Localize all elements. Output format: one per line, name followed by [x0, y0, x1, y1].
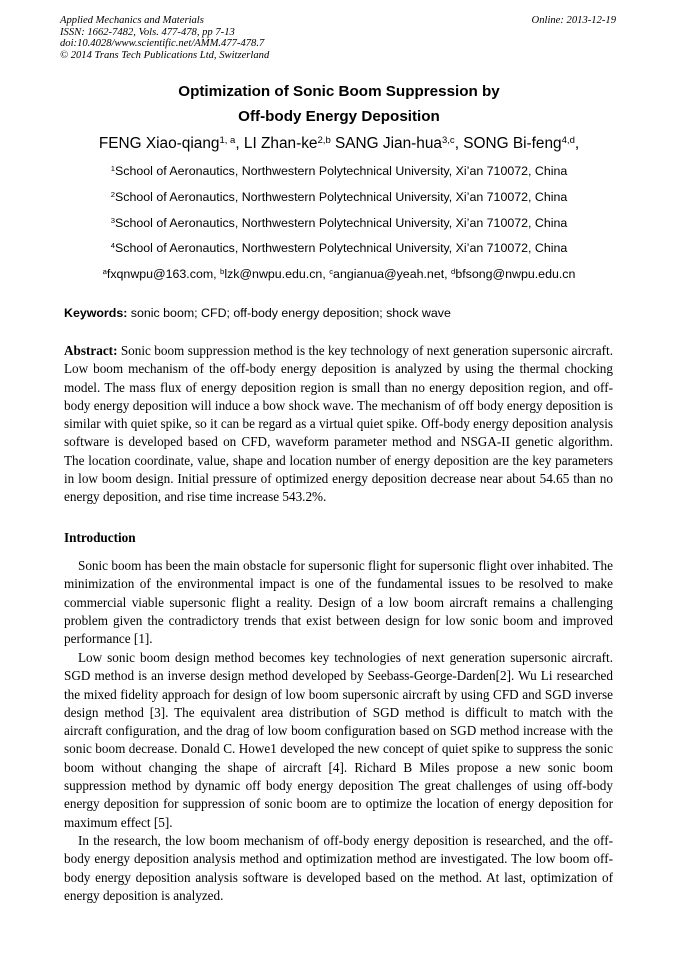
online-date: Online: 2013-12-19	[531, 15, 616, 26]
author-affil: 3,c	[441, 134, 455, 146]
author-affil: 2,b	[317, 134, 331, 146]
email-link[interactable]: bfsong@nwpu.edu.cn	[455, 267, 576, 281]
journal-doi: doi:10.4028/www.scientific.net/AMM.477-478.7	[60, 38, 265, 50]
email-marker: d	[451, 266, 456, 276]
keywords-text: sonic boom; CFD; off-body energy deposition; shock wave	[127, 306, 451, 320]
affiliation-num: 3	[110, 215, 115, 225]
intro-paragraph-3: In the research, the low boom mechanism of off-body energy deposition is researched, and the off-body energy deposition analysis method and optimization method are investigated. The low boom off-body energy deposition analysis software is developed based on the method. At last, optimization of energy deposition is analyzed.	[64, 833, 613, 903]
author-name: FENG Xiao-qiang	[98, 135, 220, 152]
email-marker: c	[329, 266, 334, 276]
author-affil: 1, a	[219, 134, 236, 146]
author-list	[0, 135, 678, 153]
affiliation-3	[0, 216, 678, 230]
keywords-label: Keywords:	[64, 306, 128, 320]
journal-name: Applied Mechanics and Materials	[60, 15, 204, 26]
affiliation-4	[0, 241, 678, 255]
author-sep: ,	[235, 135, 244, 152]
author-name: SONG Bi-feng	[463, 135, 562, 152]
journal-issn: ISSN: 1662-7482, Vols. 477-478, pp 7-13	[60, 26, 235, 38]
author-emails	[0, 267, 678, 281]
paper-title-line-2: Off-body Energy Deposition	[238, 108, 440, 125]
keywords	[64, 306, 451, 320]
abstract-label: Abstract:	[64, 343, 118, 358]
author-name: LI Zhan-ke	[243, 135, 318, 152]
affiliation-1	[0, 164, 678, 178]
email-link[interactable]: fxqnwpu@163.com,	[106, 267, 221, 281]
email-link[interactable]: angianua@yeah.net,	[333, 267, 452, 281]
email-link[interactable]: lzk@nwpu.edu.cn,	[224, 267, 330, 281]
affiliation-text: School of Aeronautics, Northwestern Polytechnical University, Xi’an 710072, China	[115, 164, 568, 178]
email-marker: a	[102, 266, 107, 276]
email-marker: b	[220, 266, 225, 276]
affiliation-num: 1	[110, 163, 115, 173]
affiliation-text: School of Aeronautics, Northwestern Polytechnical University, Xi’an 710072, China	[115, 216, 568, 230]
author-affil: 4,d	[561, 134, 575, 146]
author-sep: ,	[574, 135, 580, 152]
affiliation-2	[0, 190, 678, 204]
author-name: SANG Jian-hua	[335, 135, 442, 152]
affiliation-text: School of Aeronautics, Northwestern Polytechnical University, Xi’an 710072, China	[115, 241, 568, 255]
abstract-text: Sonic boom suppression method is the key technology of next generation supersonic aircraft. Low boom mechanism of the off-body energy deposition is analyzed by using the thermal chocking model. The mass flux of energy deposition region is small than no energy deposition region, and off-body energy deposition will induce a bow shock wave. The mechanism of off body energy deposition is similar with quiet spike, so it can be regard as a virtual quiet spike. Off-body energy deposition analysis software is developed based on CFD, waveform parameter method and NSGA-II genetic algorithm. The location coordinate, value, shape and location number of energy deposition are the key parameters in low boom design. Initial pressure of optimized energy deposition decrease near about 54.65 than no energy deposition, and rise time increase 543.2%.	[64, 343, 613, 505]
journal-copyright: © 2014 Trans Tech Publications Ltd, Switzerland	[60, 49, 270, 61]
author-sep: ,	[454, 135, 464, 152]
paper-title-line-1: Optimization of Sonic Boom Suppression by	[178, 83, 500, 100]
section-heading: Introduction	[64, 530, 136, 545]
journal-header	[60, 15, 269, 61]
intro-paragraph-1: Sonic boom has been the main obstacle for supersonic flight for supersonic flight over inhabited. The minimization of the environmental impact is one of the fundamental issues to be resolved to make commercial viable supersonic flight a reality. Design of a low boom aircraft remains a challenging problem given the contradictory trends that exist between design for low sonic boom and improved performance [1].	[64, 558, 613, 647]
affiliation-text: School of Aeronautics, Northwestern Polytechnical University, Xi’an 710072, China	[115, 190, 568, 204]
affiliation-num: 2	[110, 189, 115, 199]
abstract	[64, 342, 613, 507]
affiliation-num: 4	[110, 240, 115, 250]
intro-paragraph-2: Low sonic boom design method becomes key technologies of next generation supersonic aircraft. SGD method is an inverse design method developed by Seebass-George-Darden[2]. Wu Li researched the mixed fidelity approach for design of low boom supersonic aircraft by using CFD and SGD inverse design method [3]. The equivalent area distribution of SGD method is difficult to match with the aircraft configuration, and the drag of low boom configuration based on SGD method increase with the sonic boom decrease. Donald C. Howe1 developed the new concept of quiet spike to suppress the sonic boom without changing the shape of aircraft [4]. Richard B Miles propose a new sonic boom suppression method by dynamic off body energy deposition The great challenges of using off-body energy deposition for suppression of sonic boom are to optimize the location of energy deposition for maximum effect [5].	[64, 650, 613, 830]
